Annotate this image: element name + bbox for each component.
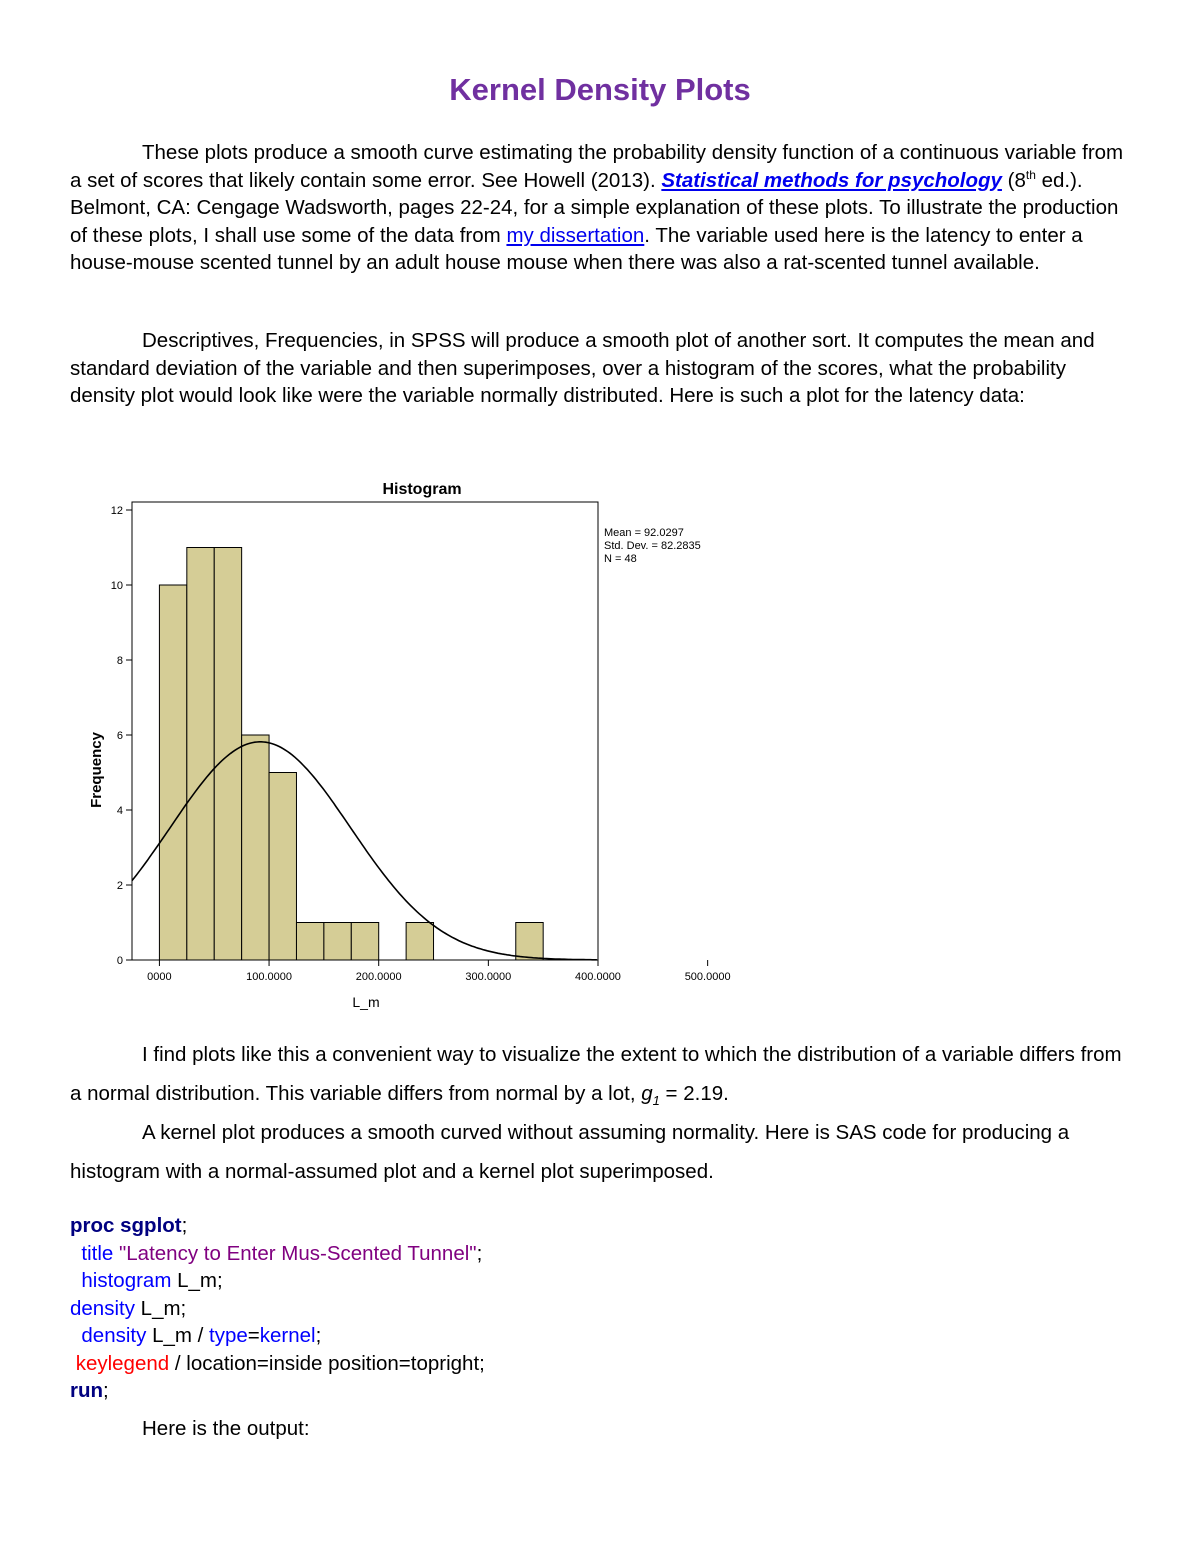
code-keyword: keylegend [75,1351,170,1375]
y-tick-label: 8 [116,655,123,667]
sas-code-block [70,1212,970,1405]
intro-text-c: ed.). Belmont, CA: Cengage Wadsworth, pages 22-24, for a simple explanation of these plots. To illustrate the production of these plots, I shall use some of the data from [70,168,1119,247]
code-text: = [247,1324,260,1347]
code-text: ; [103,1379,109,1402]
histogram-bar [351,923,378,961]
code-text: L_m; [171,1269,223,1292]
x-tick-label: 100.0000 [246,971,293,983]
page-title: Kernel Density Plots [449,72,751,107]
histogram-bar [324,923,351,961]
code-keyword: run [70,1379,104,1402]
code-text: ; [315,1324,322,1347]
x-tick-label: 0000 [147,971,172,983]
y-tick-label: 12 [110,505,123,517]
histogram-bar [187,548,214,961]
histogram-bar [516,923,543,961]
dissertation-link[interactable]: my dissertation [506,223,645,247]
code-text: L_m; [134,1296,187,1320]
legend-entry: Std. Dev. = 82.2835 [604,540,701,552]
normality-text-b: = 2.19. [659,1081,729,1105]
code-text: / location=inside position=topright; [169,1351,485,1375]
code-line-1 [70,1212,970,1240]
code-line-7 [70,1377,970,1405]
x-tick-label: 200.0000 [355,971,402,983]
intro-text-a: These plots produce a smooth curve estimating the probability density function of a continuous variable from a set of scores that likely contain some error. See Howell (2013). [70,141,1124,192]
y-tick-label: 6 [116,730,123,742]
x-tick-label: 300.0000 [465,971,512,983]
code-line-6 [70,1350,970,1378]
x-axis-title: L_m [352,994,380,1010]
histogram-bar [242,735,269,960]
intro-text-d: . The variable used here is the latency to enter a house-mouse scented tunnel by an adult house mouse when there was also a rat-scented tunnel available. [70,223,1083,275]
code-keyword: density [70,1296,135,1320]
skewness-subscript: 1 [652,1092,660,1108]
y-tick-label: 2 [116,880,123,892]
y-tick-label: 10 [110,580,123,592]
code-line-5 [70,1322,970,1350]
spss-text: Descriptives, Frequencies, in SPSS will produce a smooth plot of another sort. It computes the mean and standard deviation of the variable and then superimposes, over a histogram of the scores, what the probability density plot would look like were the variable normally distributed. Here is such a plot for the latency data: [70,329,1095,408]
code-keyword: kernel [259,1324,316,1347]
code-line-2 [70,1240,970,1268]
y-axis-title: Frequency [88,732,105,808]
intro-text-b: (8 [1001,168,1026,192]
bars-layer [159,548,543,961]
chart-title: Histogram [382,481,462,498]
code-keyword: proc sgplot [70,1214,182,1237]
normality-text-a: I find plots like this a convenient way to visualize the extent to which the distribution of a variable differs from a normal distribution. This variable differs from normal by a lot, [70,1043,1122,1105]
y-tick-label: 0 [116,955,123,967]
paragraph-intro [70,139,1130,277]
histogram-bar [406,923,433,961]
reference-title-link[interactable]: Statistical methods for psychology [661,168,1002,192]
histogram-chart [70,470,770,1030]
code-string: "Latency to Enter Mus-Scented Tunnel" [113,1241,477,1265]
legend-entry: N = 48 [604,553,637,565]
x-tick-label: 500.0000 [684,971,731,983]
histogram-bar [296,923,323,961]
code-keyword: title [81,1241,114,1265]
x-tick-label: 400.0000 [575,971,621,983]
code-keyword: histogram [81,1269,172,1292]
code-text: ; [476,1241,483,1265]
chart-legend [604,527,701,565]
edition-superscript: th [1025,167,1036,182]
legend-entry: Mean = 92.0297 [604,527,684,539]
histogram-bar [269,773,296,961]
y-tick-label: 4 [116,805,123,817]
histogram-bar [159,585,186,960]
histogram-bar [214,548,241,961]
code-keyword: type [209,1324,248,1347]
code-keyword: density [81,1324,147,1347]
paragraph-kernel [70,1114,1130,1191]
skewness-symbol: g [641,1081,653,1105]
code-line-3 [70,1267,970,1295]
paragraph-spss [70,327,1130,410]
output-text: Here is the output: [142,1417,310,1440]
paragraph-normality [70,1036,1130,1120]
code-text: ; [181,1214,188,1237]
code-line-4 [70,1295,970,1323]
code-text: L_m / [146,1324,210,1347]
kernel-text: A kernel plot produces a smooth curved without assuming normality. Here is SAS code for producing a histogram with a normal-assumed plot and a kernel plot superimposed. [70,1121,1070,1183]
paragraph-output [70,1415,1130,1443]
